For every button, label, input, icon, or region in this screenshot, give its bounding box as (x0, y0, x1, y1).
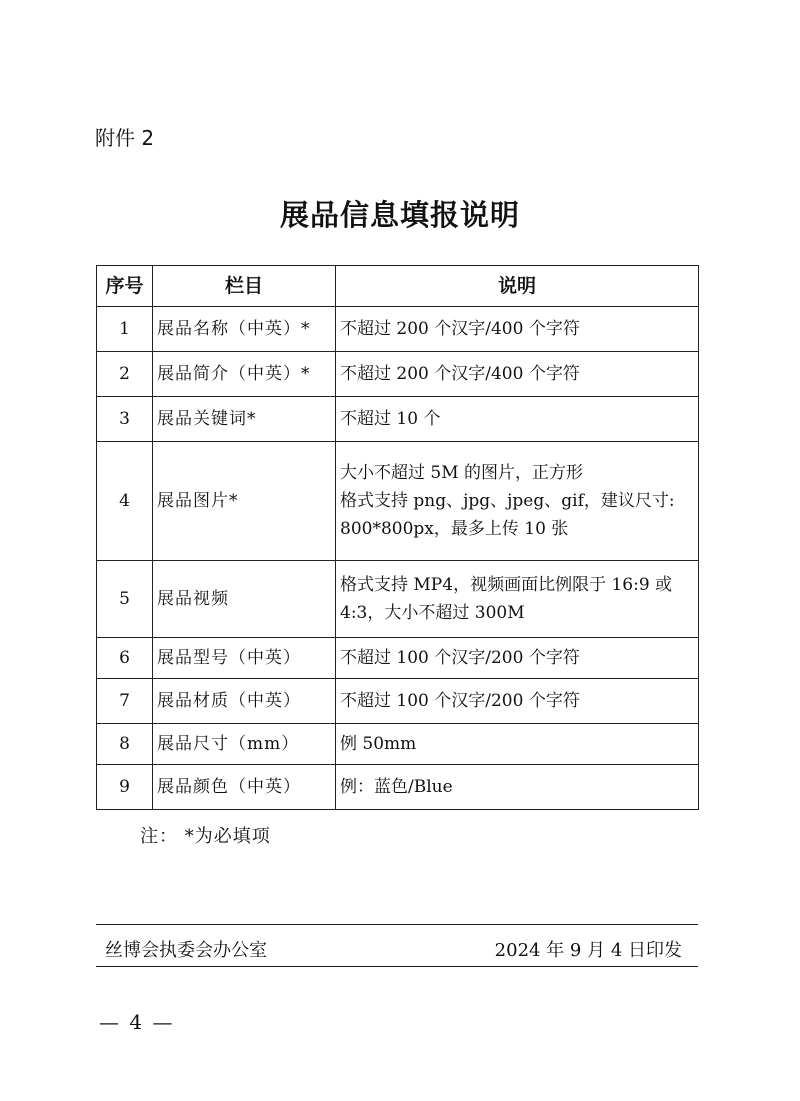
exhibit-info-table (96, 265, 699, 810)
row-no: 5 (97, 561, 153, 638)
table-row (97, 307, 699, 352)
row-desc (336, 724, 699, 765)
row-desc (336, 765, 699, 810)
desc-line: 4:3，大小不超过 300M (340, 603, 525, 623)
issue-date: 2024 年 9 月 4 日印发 (494, 940, 682, 961)
table-row (97, 442, 699, 561)
required-note: 注： *为必填项 (140, 826, 271, 847)
row-desc (336, 307, 699, 352)
row-item: 展品型号（中英） (153, 638, 336, 679)
desc-line: 不超过 100 个汉字/200 个字符 (340, 648, 580, 668)
table-row (97, 638, 699, 679)
table-row (97, 679, 699, 724)
row-item: 展品视频 (153, 561, 336, 638)
footer-top-rule (96, 924, 698, 925)
page-number: — 4 — (99, 1010, 175, 1034)
table-row (97, 561, 699, 638)
table-row (97, 765, 699, 810)
row-item: 展品简介（中英）* (153, 352, 336, 397)
row-no: 1 (97, 307, 153, 352)
row-no: 2 (97, 352, 153, 397)
desc-line: 格式支持 png、jpg、jpeg、gif，建议尺寸: (340, 491, 675, 511)
row-desc (336, 397, 699, 442)
desc-line: 例：蓝色/Blue (340, 777, 453, 797)
footer-bottom-rule (96, 966, 698, 967)
desc-line: 格式支持 MP4，视频画面比例限于 16:9 或 (340, 575, 673, 595)
row-desc (336, 561, 699, 638)
row-item: 展品图片* (153, 442, 336, 561)
header-no: 序号 (97, 266, 153, 307)
row-no: 9 (97, 765, 153, 810)
desc-line: 不超过 100 个汉字/200 个字符 (340, 691, 580, 711)
row-no: 7 (97, 679, 153, 724)
header-item: 栏目 (153, 266, 336, 307)
row-no: 6 (97, 638, 153, 679)
row-desc (336, 638, 699, 679)
row-no: 3 (97, 397, 153, 442)
row-no: 4 (97, 442, 153, 561)
desc-line: 不超过 10 个 (340, 409, 441, 429)
row-item: 展品材质（中英） (153, 679, 336, 724)
issuer: 丝博会执委会办公室 (105, 940, 267, 961)
desc-line: 例 50mm (340, 734, 417, 754)
row-desc (336, 352, 699, 397)
table-row (97, 397, 699, 442)
row-item: 展品名称（中英）* (153, 307, 336, 352)
desc-line: 不超过 200 个汉字/400 个字符 (340, 364, 580, 384)
row-desc (336, 679, 699, 724)
desc-line: 不超过 200 个汉字/400 个字符 (340, 319, 580, 339)
row-item: 展品关键词* (153, 397, 336, 442)
table-header-row (97, 266, 699, 307)
desc-line: 800*800px，最多上传 10 张 (340, 519, 569, 539)
desc-line: 大小不超过 5M 的图片，正方形 (340, 463, 584, 483)
row-desc (336, 442, 699, 561)
table-row (97, 724, 699, 765)
row-no: 8 (97, 724, 153, 765)
table-row (97, 352, 699, 397)
row-item: 展品尺寸（mm） (153, 724, 336, 765)
row-item: 展品颜色（中英） (153, 765, 336, 810)
header-desc: 说明 (336, 266, 699, 307)
page-title: 展品信息填报说明 (279, 198, 520, 232)
attachment-label: 附件 2 (95, 126, 155, 150)
